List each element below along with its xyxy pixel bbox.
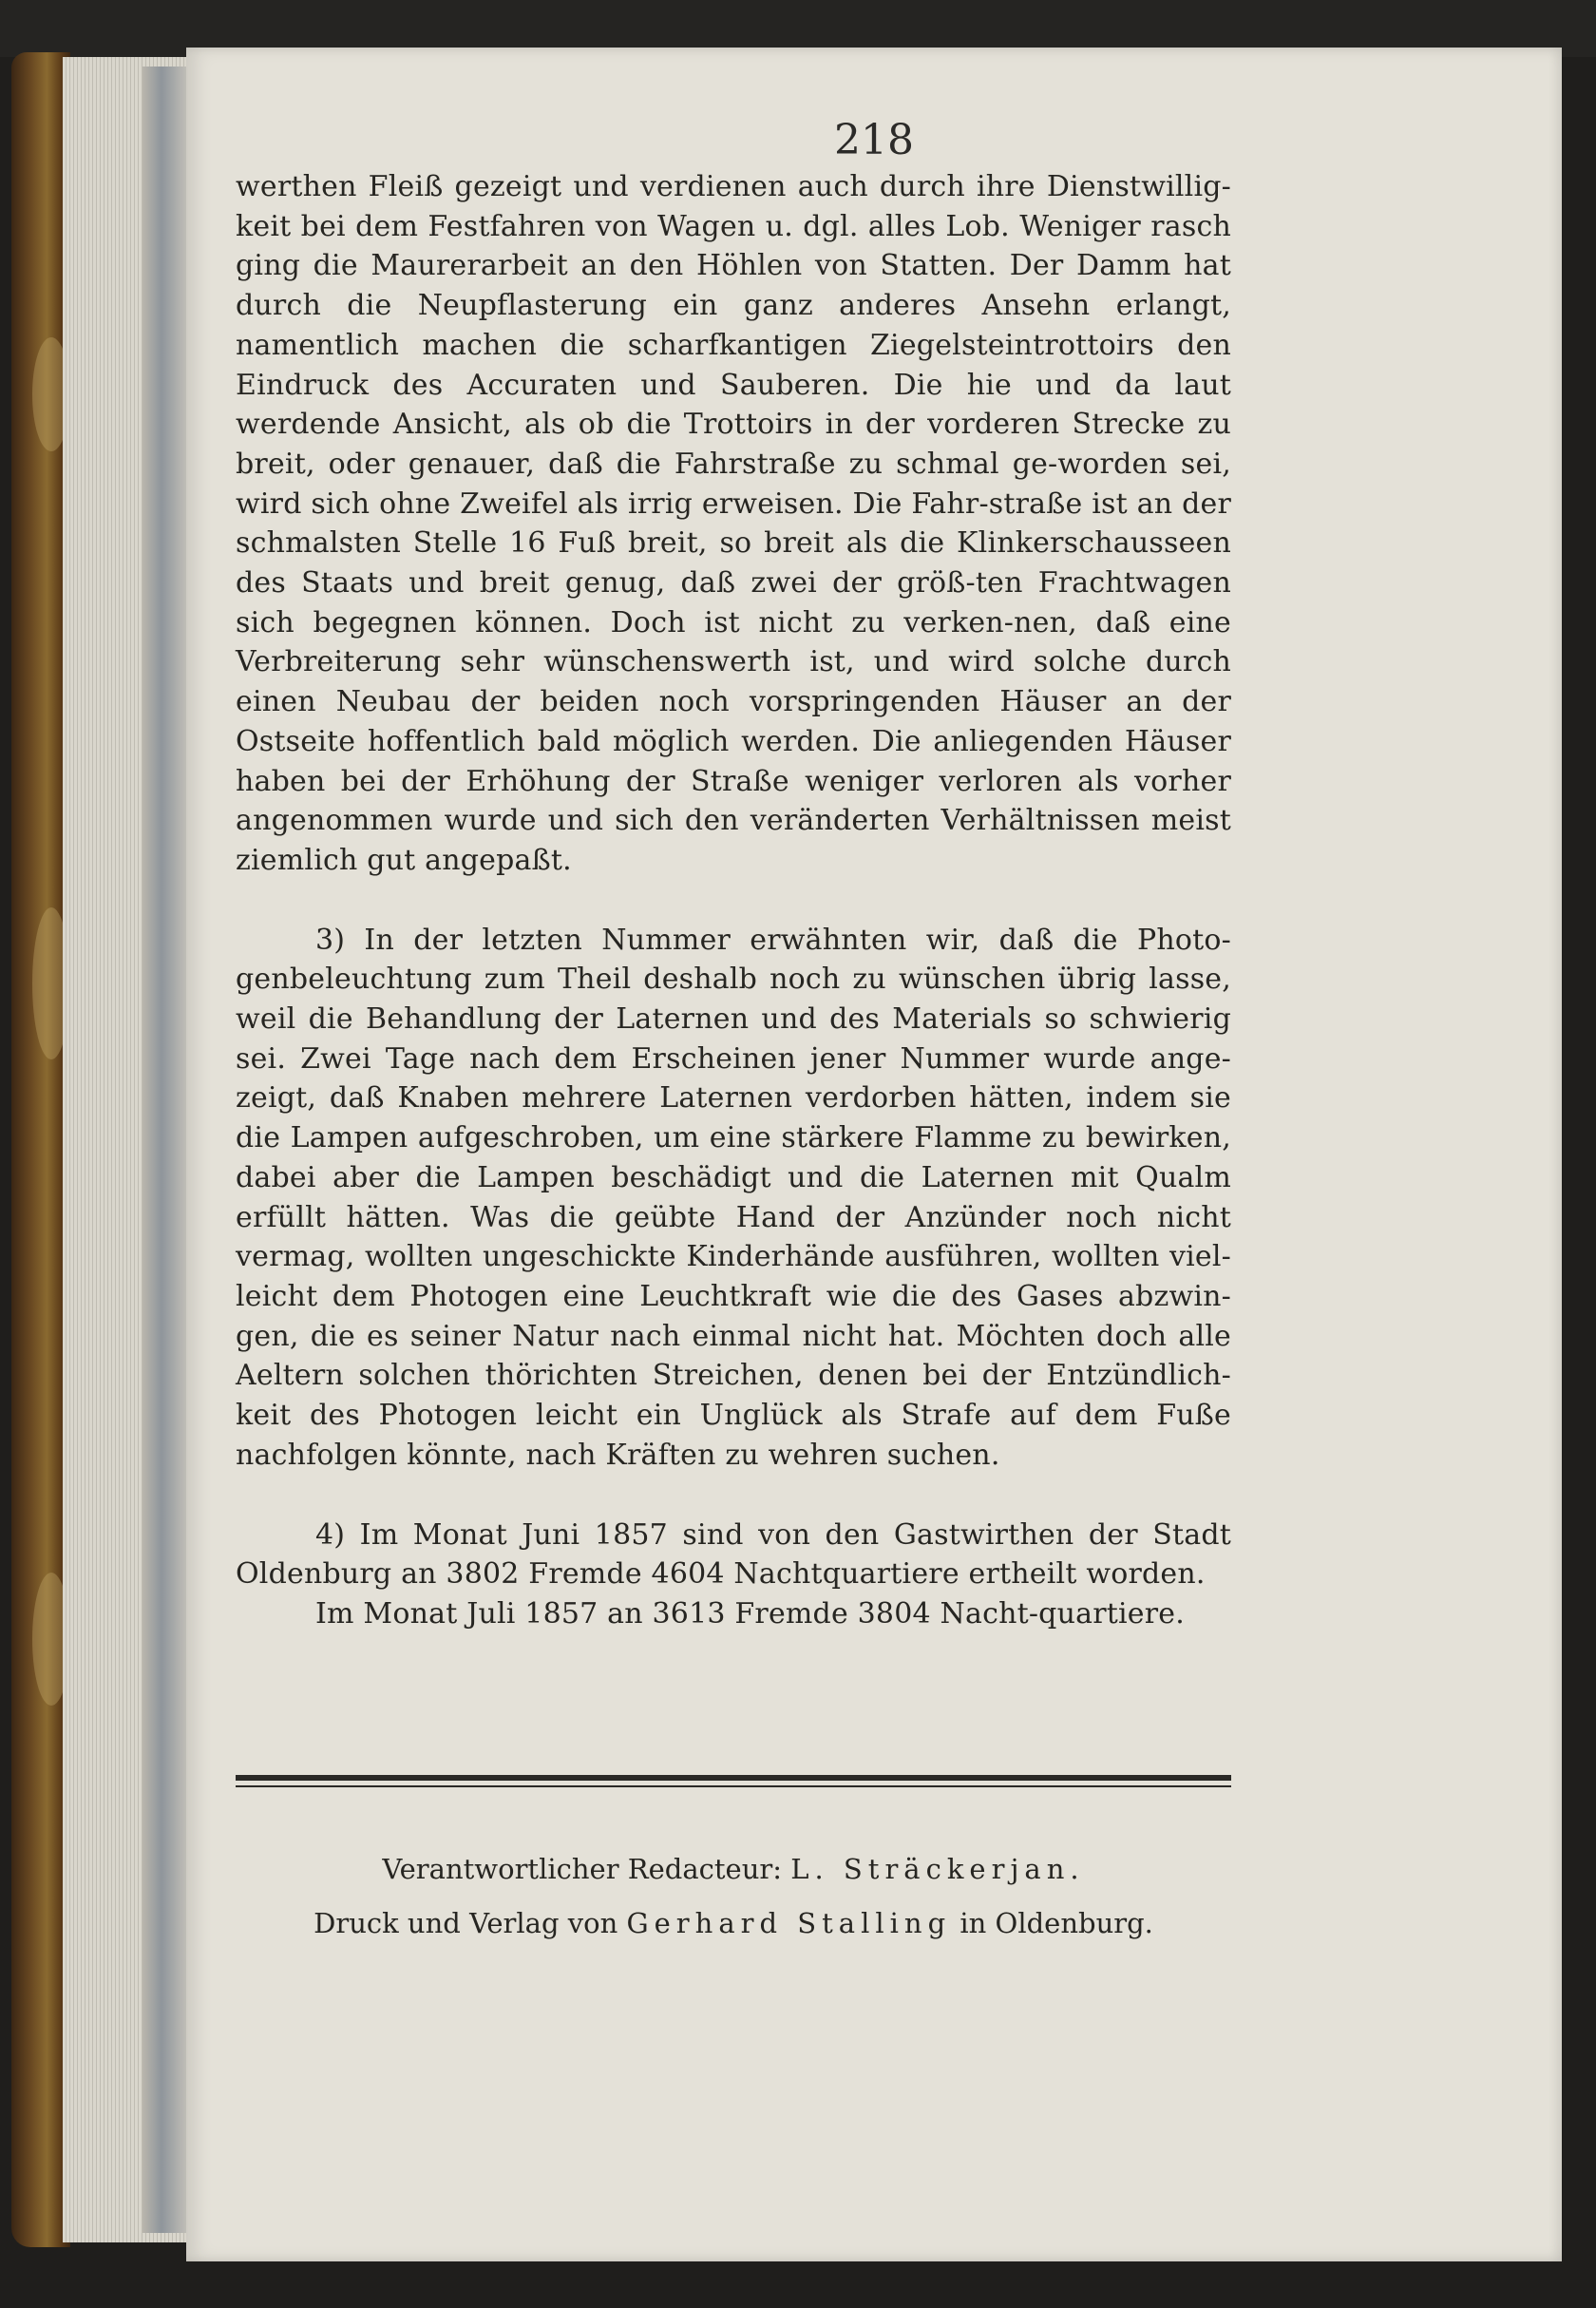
editor-label: Verantwortlicher Redacteur:	[382, 1853, 783, 1885]
paragraph: werthen Fleiß gezeigt und verdienen auch durch ihre Dienstwillig-keit bei dem Festfahren von Wagen u. dgl. alles Lob. Weniger rasch ging die Maurerarbeit an den Höhlen von Statten. Der Damm hat durch die Neupflasterung ein ganz anderes Ansehn erlangt, namentlich machen die scharfkantigen Ziegelsteintrottoirs den Eindruck des Accuraten und Sauberen. Die hie und da laut werdende Ansicht, als ob die Trottoirs in der vorderen Strecke zu breit, oder genauer, daß die Fahrstraße zu schmal ge-worden sei, wird sich ohne Zweifel als irrig erweisen. Die Fahr-straße ist an der schmalsten Stelle 16 Fuß breit, so breit als die Klinkerschausseen des Staats und breit genug, daß zwei der größ-ten Frachtwagen sich begegnen können. Doch ist nicht zu verken-nen, daß eine Verbreiterung sehr wünschenswerth ist, und wird solche durch einen Neubau der beiden noch vorspringenden Häuser an der Ostseite hoffentlich bald möglich werden. Die anliegenden Häuser haben bei der Erhöhung der Straße weniger verloren als vorher angenommen wurde und sich den veränderten Verhältnissen meist ziemlich gut angepaßt.	[236, 170, 1231, 877]
paragraph-gap	[236, 1476, 1231, 1516]
printer-line	[236, 1907, 1231, 1939]
printer-name: Gerhard Stalling	[626, 1907, 952, 1939]
book-binding	[11, 52, 70, 2247]
paragraph: 4) Im Monat Juni 1857 sind von den Gastwirthen der Stadt Oldenburg an 3802 Fremde 4604 Nachtquartiere ertheilt worden.	[236, 1517, 1231, 1592]
body-text	[236, 167, 1231, 1634]
printer-label: Druck und Verlag von	[314, 1907, 618, 1939]
editor-name: L. Sträckerjan.	[790, 1853, 1085, 1885]
paragraph: 3) In der letzten Nummer erwähnten wir, daß die Photo-genbeleuchtung zum Theil deshalb noch zu wünschen übrig lasse, weil die Behandlung der Laternen und des Materials so schwierig sei. Zwei Tage nach dem Erscheinen jener Nummer wurde ange-zeigt, daß Knaben mehrere Laternen verdorben hätten, indem sie die Lampen aufgeschroben, um eine stärkere Flamme zu bewirken, dabei aber die Lampen beschädigt und die Laternen mit Qualm erfüllt hätten. Was die geübte Hand der Anzünder noch nicht vermag, wollten ungeschickte Kinderhände ausführen, wollten viel-leicht dem Photogen eine Leuchtkraft wie die des Gases abzwin-gen, die es seiner Natur nach einmal nicht hat. Möchten doch alle Aeltern solchen thörichten Streichen, denen bei der Entzündlich-keit des Photogen leicht ein Unglück als Strafe auf dem Fuße nachfolgen könnte, nach Kräften zu wehren suchen.	[236, 923, 1231, 1472]
editor-line	[236, 1853, 1231, 1885]
printer-location: in Oldenburg.	[960, 1907, 1153, 1939]
page-stack-edge	[142, 67, 190, 2233]
paragraph: Im Monat Juli 1857 an 3613 Fremde 3804 Nacht-quartiere.	[315, 1596, 1185, 1631]
paragraph-gap	[236, 881, 1231, 921]
footer-rule-thick	[236, 1775, 1231, 1781]
footer-rule-thin	[236, 1785, 1231, 1787]
page-number: 218	[834, 116, 914, 164]
